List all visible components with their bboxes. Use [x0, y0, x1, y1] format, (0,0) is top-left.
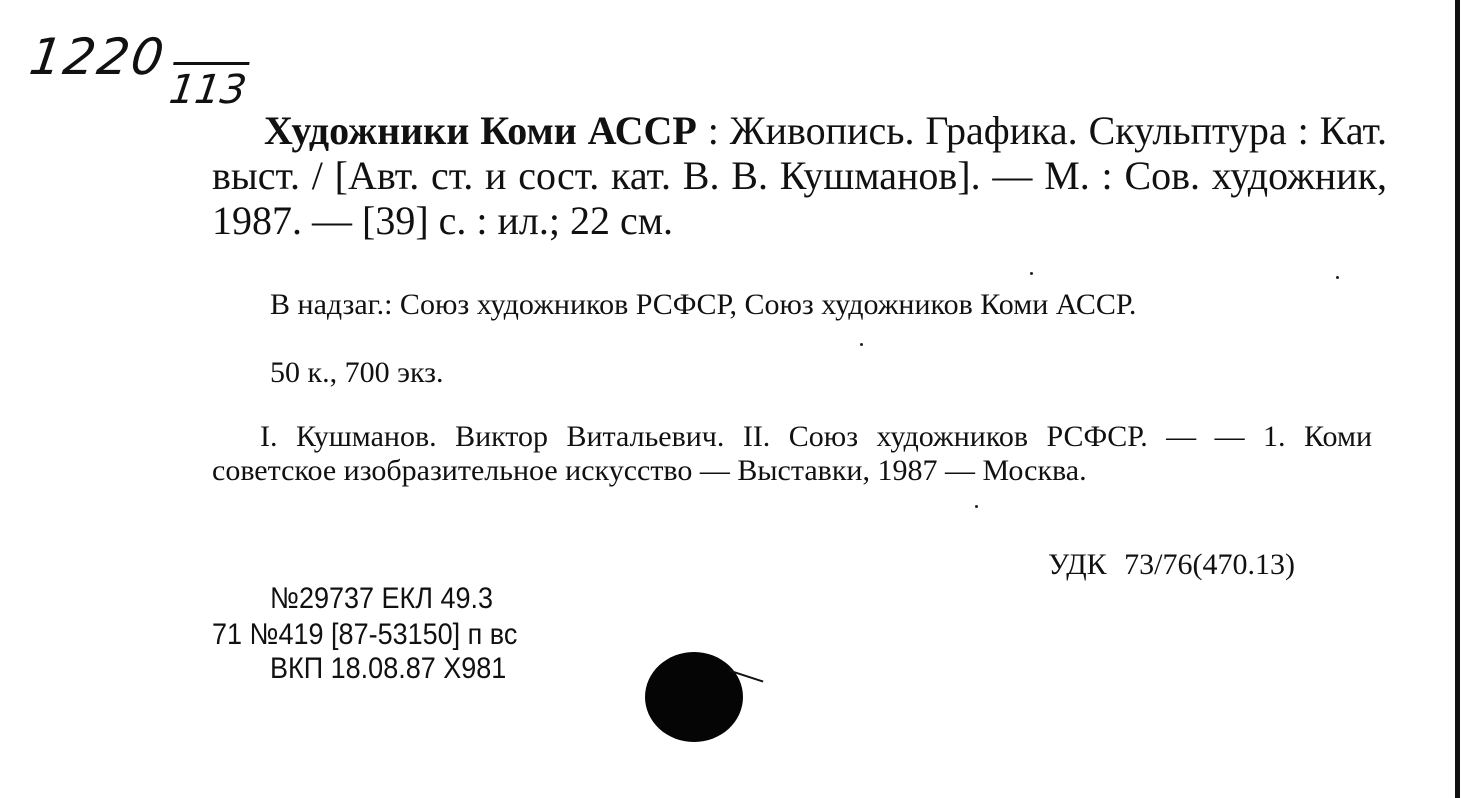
tracing: I. Кушманов. Виктор Витальевич. II. Союз художников РСФСР. — — 1. Коми советское изобразительное искусство — Выставки, 1987 — Москва. [212, 420, 1372, 487]
speck [1030, 272, 1033, 275]
handwritten-number: 1220 [25, 28, 170, 86]
price-line: 50 к., 700 экз. [270, 356, 444, 389]
code-line-3: ВКП 18.08.87 Х981 [270, 652, 507, 685]
speck [975, 505, 978, 508]
handwritten-code: 113 [166, 62, 250, 113]
card-edge [1455, 0, 1460, 798]
code-line-1: №29737 ЕКЛ 49.3 [270, 582, 494, 615]
main-entry [212, 108, 1387, 243]
entry-heading: Художники Коми АССР [264, 108, 697, 153]
speck [1336, 276, 1339, 279]
entry-description: : Живопись. Графика. Скульптура : Кат. выст. / [Авт. ст. и сост. кат. В. В. Кушманов]. — М. : Сов. художник, 1987. — [39] с. : ил.; 22 см. [212, 108, 1388, 243]
code-line-2: 71 №419 [87-53150] п вс [212, 618, 518, 651]
punch-hole [645, 652, 743, 742]
note: В надзаг.: Союз художников РСФСР, Союз художников Коми АССР. [270, 288, 1137, 321]
speck [860, 343, 863, 346]
udk-code: УДК 73/76(470.13) [1048, 548, 1295, 581]
